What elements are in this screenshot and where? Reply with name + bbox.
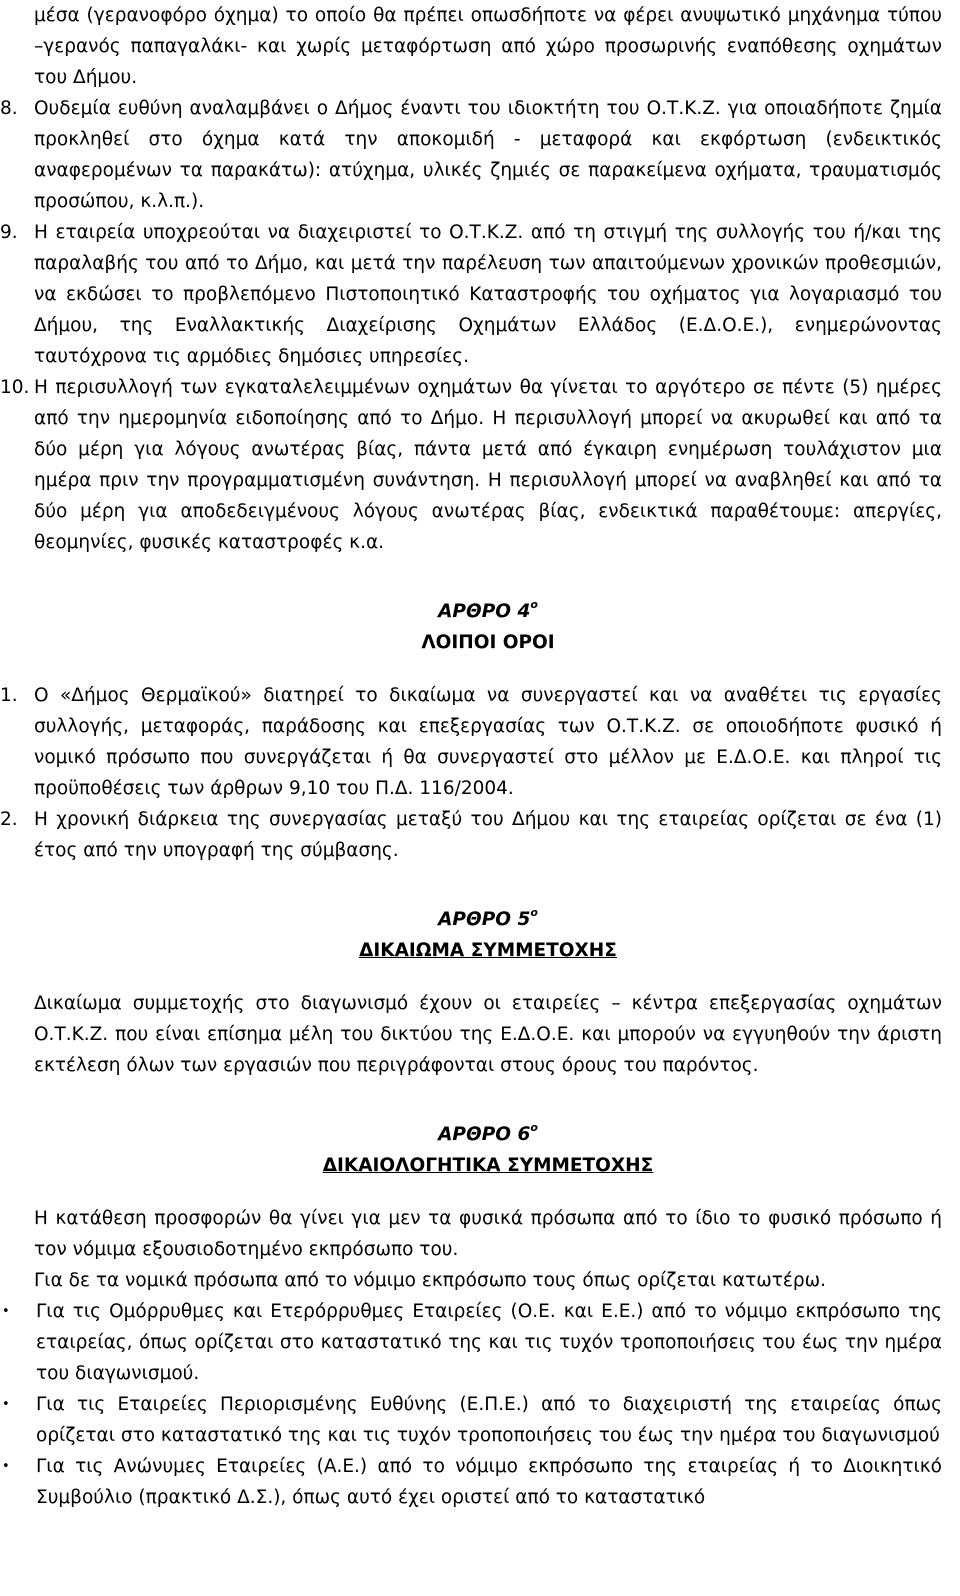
- bullet-text: Για τις Εταιρείες Περιορισμένης Ευθύνης (Ε.Π.Ε.) από το διαχειριστή της εταιρείας όπως ορίζεται στο καταστατικό της και τις τυχόν τροποποιήσεις του έως την ημέρα του διαγωνισμού: [36, 1394, 942, 1446]
- article-5-label: ΑΡΘΡΟ $5^o$: [438, 905, 538, 930]
- bullet-icon: •: [2, 1304, 10, 1319]
- article-5-title: ΔΙΚΑΙΩΜΑ ΣΥΜΜΕΤΟΧΗΣ: [359, 940, 617, 961]
- article-6-intro-1: Η κατάθεση προσφορών θα γίνει για μεν τα φυσικά πρόσωπα από το ίδιο το φυσικό πρόσωπο ή τον νόμιμα εξουσιοδοτημένο εκπρόσωπο του.: [34, 1208, 942, 1260]
- bullet-item: [2, 1389, 942, 1451]
- item-text: Ο «Δήμος Θερμαϊκού» διατηρεί το δικαίωμα να συνεργαστεί και να αναθέτει τις εργασίες συλλογής, μεταφοράς, παράδοσης και επεξεργασίας των Ο.Τ.Κ.Ζ. σε οποιοδήποτε φυσικό ή νομικό πρόσωπο που συνεργάζεται ή θα συνεργαστεί στο μέλλον με Ε.Δ.Ο.Ε. και πληροί τις προϋποθέσεις των άρθρων 9,10 του Π.Δ. 116/2004.: [34, 685, 942, 799]
- article-4-title: ΛΟΙΠΟΙ ΟΡΟΙ: [421, 632, 555, 653]
- article-6-title: ΔΙΚΑΙΟΛΟΓΗΤΙΚΑ ΣΥΜΜΕΤΟΧΗΣ: [322, 1155, 654, 1176]
- item-number: 8.: [0, 98, 18, 119]
- list-item: [0, 217, 942, 372]
- item-text: Η εταιρεία υποχρεούται να διαχειριστεί το Ο.Τ.Κ.Ζ. από τη στιγμή της συλλογής του ή/και της παραλαβής του από το Δήμο, και μετά την παρέλευση των απαιτούμενων χρονικών προθεσμιών, να εκδώσει το προβλεπόμενο Πιστοποιητικό Καταστροφής του οχήματος για λογαριασμό του Δήμου, της Εναλλακτικής Διαχείρισης Οχημάτων Ελλάδος (Ε.Δ.Ο.Ε.), ενημερώνοντας ταυτόχρονα τις αρμόδιες δημόσιες υπηρεσίες.: [34, 222, 942, 367]
- article-5-body: Δικαίωμα συμμετοχής στο διαγωνισμό έχουν οι εταιρείες – κέντρα επεξεργασίας οχημάτων Ο.Τ.Κ.Ζ. που είναι επίσημα μέλη του δικτύου της Ε.Δ.Ο.Ε. και μπορούν να εγγυηθούν την άριστη εκτέλεση όλων των εργασιών που περιγράφονται στους όρους του παρόντος.: [34, 993, 942, 1076]
- item-number: 2.: [0, 809, 18, 830]
- bullet-icon: •: [2, 1397, 10, 1412]
- item-text: Η περισυλλογή των εγκαταλελειμμένων οχημάτων θα γίνεται το αργότερο σε πέντε (5) ημέρες από την ημερομηνία ειδοποίησης από το Δήμο. Η περισυλλογή μπορεί να ακυρωθεί και από τα δύο μέρη για λόγους ανωτέρας βίας, πάντα μετά από έγκαιρη ενημέρωση τουλάχιστον μια ημέρα πριν την προγραμματισμένη συνάντηση. Η περισυλλογή μπορεί να αναβληθεί και από τα δύο μέρη για αποδεδειγμένους λόγους ανωτέρας βίας, ενδεικτικά παραθέτουμε: απεργίες, θεομηνίες, φυσικές καταστροφές κ.α.: [34, 377, 942, 553]
- list-item: [0, 680, 942, 804]
- list-item: [0, 372, 942, 558]
- article-4-label: ΑΡΘΡΟ $4^o$: [438, 597, 538, 622]
- bullet-text: Για τις Ανώνυμες Εταιρείες (Α.Ε.) από το νόμιμο εκπρόσωπο της εταιρείας ή το Διοικητικό Συμβούλιο (πρακτικό Δ.Σ.), όπως αυτό έχει οριστεί από το καταστατικό: [36, 1456, 942, 1508]
- item-number: 10.: [0, 377, 30, 398]
- item-text: Η χρονική διάρκεια της συνεργασίας μεταξύ του Δήμου και της εταιρείας ορίζεται σε ένα (1) έτος από την υπογραφή της σύμβασης.: [34, 809, 942, 861]
- article-6-intro-2: Για δε τα νομικά πρόσωπα από το νόμιμο εκπρόσωπο τους όπως ορίζεται κατωτέρω.: [34, 1270, 826, 1291]
- bullet-text: Για τις Ομόρρυθμες και Ετερόρρυθμες Εταιρείες (Ο.Ε. και Ε.Ε.) από το νόμιμο εκπρόσωπο της εταιρείας, όπως ορίζεται στο καταστατικό της και τις τυχόν τροποποιήσεις του έως την ημέρα του διαγωνισμού.: [36, 1301, 942, 1384]
- list-item: [0, 93, 942, 217]
- continuation-paragraph: μέσα (γερανοφόρο όχημα) το οποίο θα πρέπει οπωσδήποτε να φέρει ανυψωτικό μηχάνημα τύπου –γερανός παπαγαλάκι- και χωρίς μεταφόρτωση από χώρο προσωρινής εναπόθεσης οχημάτων του Δήμου.: [34, 5, 942, 88]
- article-6-label: ΑΡΘΡΟ $6^o$: [438, 1120, 538, 1145]
- bullet-icon: •: [2, 1459, 10, 1474]
- bullet-item: [2, 1296, 942, 1389]
- item-number: 9.: [0, 222, 18, 243]
- item-number: 1.: [0, 685, 18, 706]
- list-item: [0, 804, 942, 866]
- item-text: Ουδεμία ευθύνη αναλαμβάνει ο Δήμος έναντι του ιδιοκτήτη του Ο.Τ.Κ.Ζ. για οποιαδήποτε ζημία προκληθεί στο όχημα κατά την αποκομιδή - μεταφορά και εκφόρτωση (ενδεικτικός αναφερομένων τα παρακάτω): ατύχημα, υλικές ζημιές σε παρακείμενα οχήματα, τραυματισμός προσώπου, κ.λ.π.).: [34, 98, 942, 212]
- bullet-item: [2, 1451, 942, 1513]
